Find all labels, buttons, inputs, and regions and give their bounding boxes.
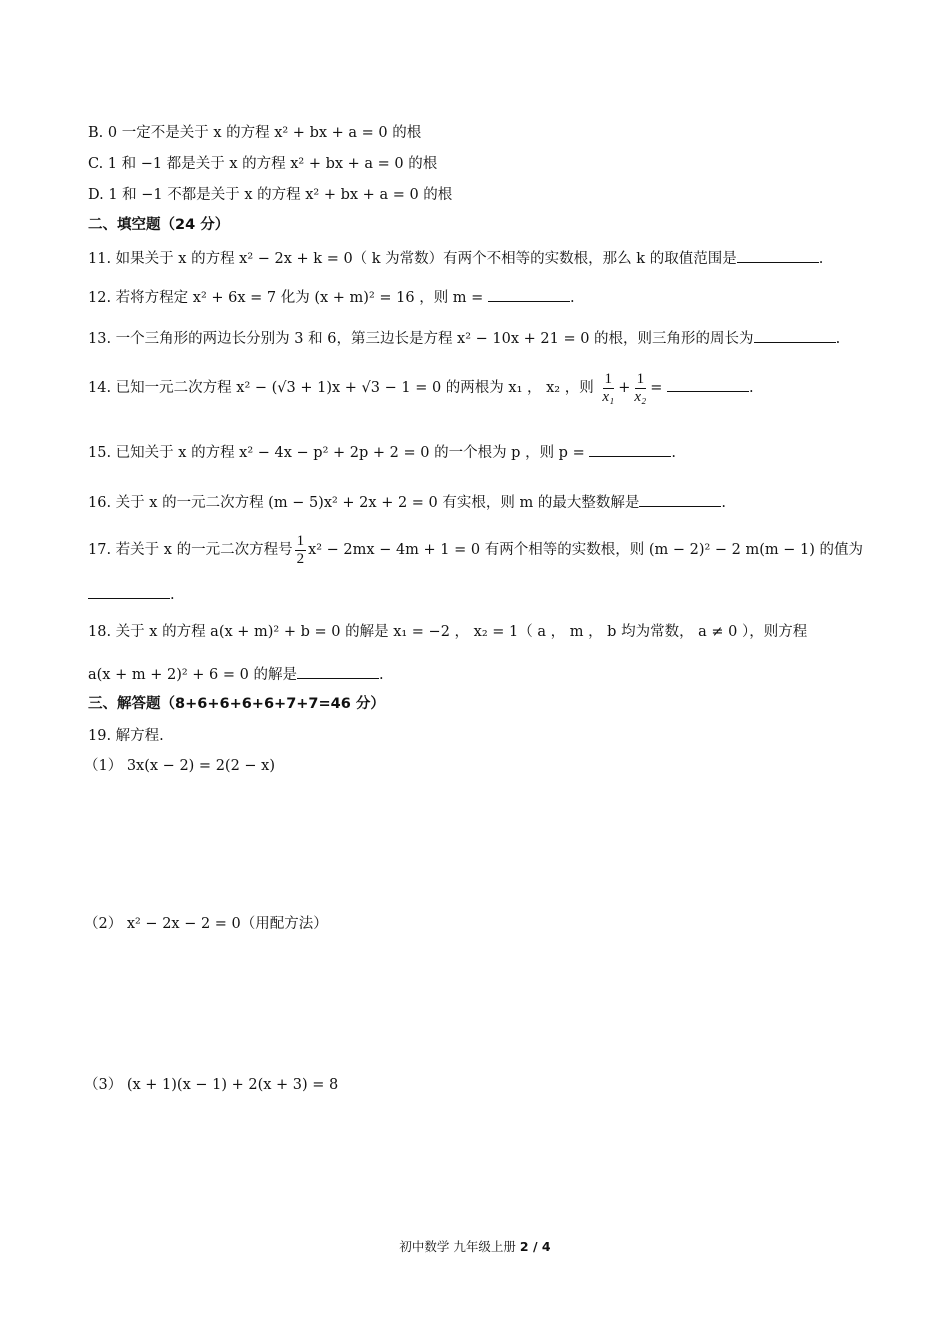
fraction-numerator: 1 bbox=[296, 532, 305, 549]
fraction-numerator: 1 bbox=[636, 370, 645, 387]
page-footer bbox=[0, 1237, 950, 1255]
question-text: 11. 如果关于 x 的方程 x² − 2x + k = 0（ k 为常数）有两个不相等的实数根，那么 k 的取值范围是 bbox=[88, 251, 737, 267]
question-text: 16. 关于 x 的一元二次方程 (m − 5)x² + 2x + 2 = 0 有实根，则 m 的最大整数解是 bbox=[88, 495, 640, 511]
fraction-denominator: x₁ bbox=[602, 388, 615, 405]
question-text: 13. 一个三角形的两边长分别为 3 和 6，第三边长是方程 x² − 10x + 21 = 0 的根，则三角形的周长为 bbox=[88, 331, 754, 347]
page-number: 2 / 4 bbox=[519, 1239, 551, 1254]
question-15: 15. 已知关于 x 的方程 x² − 4x − p² + 2p + 2 = 0 的一个根为 p ，则 p = . bbox=[88, 442, 676, 463]
fraction-denominator: 2 bbox=[296, 550, 305, 567]
answer-blank bbox=[297, 664, 379, 679]
question-17 bbox=[88, 530, 863, 570]
question-19-part-2: （2） x² − 2x − 2 = 0（用配方法） bbox=[84, 916, 328, 932]
option-b: B. 0 一定不是关于 x 的方程 x² + bx + a = 0 的根 bbox=[88, 125, 422, 141]
question-text: 15. 已知关于 x 的方程 x² − 4x − p² + 2p + 2 = 0 的一个根为 p ，则 p = bbox=[88, 445, 585, 461]
question-text: x² − 2mx − 4m + 1 = 0 有两个相等的实数根，则 (m − 2)² − 2 m(m − 1) 的值为 bbox=[308, 542, 864, 558]
question-19: 19. 解方程. bbox=[88, 728, 164, 744]
question-18-line-1: 18. 关于 x 的方程 a(x + m)² + b = 0 的解是 x₁ = −2 ， x₂ = 1（ a ， m ， b 均为常数， a ≠ 0 ），则方程 bbox=[88, 624, 808, 640]
question-text: 14. 已知一元二次方程 x² − (√3 + 1)x + √3 − 1 = 0 的两根为 x₁ ， x₂ ，则 bbox=[88, 380, 594, 396]
question-text: 17. 若关于 x 的一元二次方程号 bbox=[88, 542, 293, 558]
fraction-denominator: x₂ bbox=[634, 388, 647, 405]
question-text: a(x + m + 2)² + 6 = 0 的解是 bbox=[88, 667, 297, 683]
question-12: 12. 若将方程定 x² + 6x = 7 化为 (x + m)² = 16 ，则 m = . bbox=[88, 287, 575, 308]
option-d: D. 1 和 −1 不都是关于 x 的方程 x² + bx + a = 0 的根 bbox=[88, 187, 453, 203]
answer-blank bbox=[667, 377, 749, 392]
answer-blank bbox=[88, 584, 170, 599]
answer-blank bbox=[589, 442, 671, 457]
footer-text: 初中数学 九年级上册 bbox=[399, 1239, 516, 1254]
answer-blank bbox=[488, 287, 570, 302]
section-heading-fill-in: 二、填空题（24 分） bbox=[88, 217, 230, 233]
question-16: 16. 关于 x 的一元二次方程 (m − 5)x² + 2x + 2 = 0 有实根，则 m 的最大整数解是 . bbox=[88, 492, 726, 513]
question-18-line-2: a(x + m + 2)² + 6 = 0 的解是 . bbox=[88, 664, 384, 685]
question-text: 12. 若将方程定 x² + 6x = 7 化为 (x + m)² = 16 ，则 m = bbox=[88, 290, 484, 306]
question-19-part-1: （1） 3x(x − 2) = 2(2 − x) bbox=[84, 758, 275, 774]
answer-blank bbox=[754, 328, 836, 343]
question-11: 11. 如果关于 x 的方程 x² − 2x + k = 0（ k 为常数）有两个不相等的实数根，那么 k 的取值范围是 . bbox=[88, 248, 823, 269]
fraction bbox=[632, 371, 648, 406]
question-13: 13. 一个三角形的两边长分别为 3 和 6，第三边长是方程 x² − 10x + 21 = 0 的根，则三角形的周长为 . bbox=[88, 328, 840, 349]
question-14: 14. 已知一元二次方程 x² − (√3 + 1)x + √3 − 1 = 0 的两根为 x₁ ， x₂ ，则 $\frac{1}{\text{x₁}}$ + $\frac{1}{\text{x₂}}$ = . bbox=[88, 370, 754, 405]
question-17-blank-line: . bbox=[88, 584, 175, 605]
option-c: C. 1 和 −1 都是关于 x 的方程 x² + bx + a = 0 的根 bbox=[88, 156, 438, 172]
section-heading-solve: 三、解答题（8+6+6+6+6+7+7=46 分） bbox=[88, 696, 385, 712]
fraction bbox=[600, 371, 616, 406]
fraction-numerator: 1 bbox=[604, 370, 613, 387]
answer-blank bbox=[737, 248, 819, 263]
fraction bbox=[295, 533, 307, 568]
answer-blank bbox=[639, 492, 721, 507]
question-19-part-3: （3） (x + 1)(x − 1) + 2(x + 3) = 8 bbox=[84, 1077, 339, 1093]
